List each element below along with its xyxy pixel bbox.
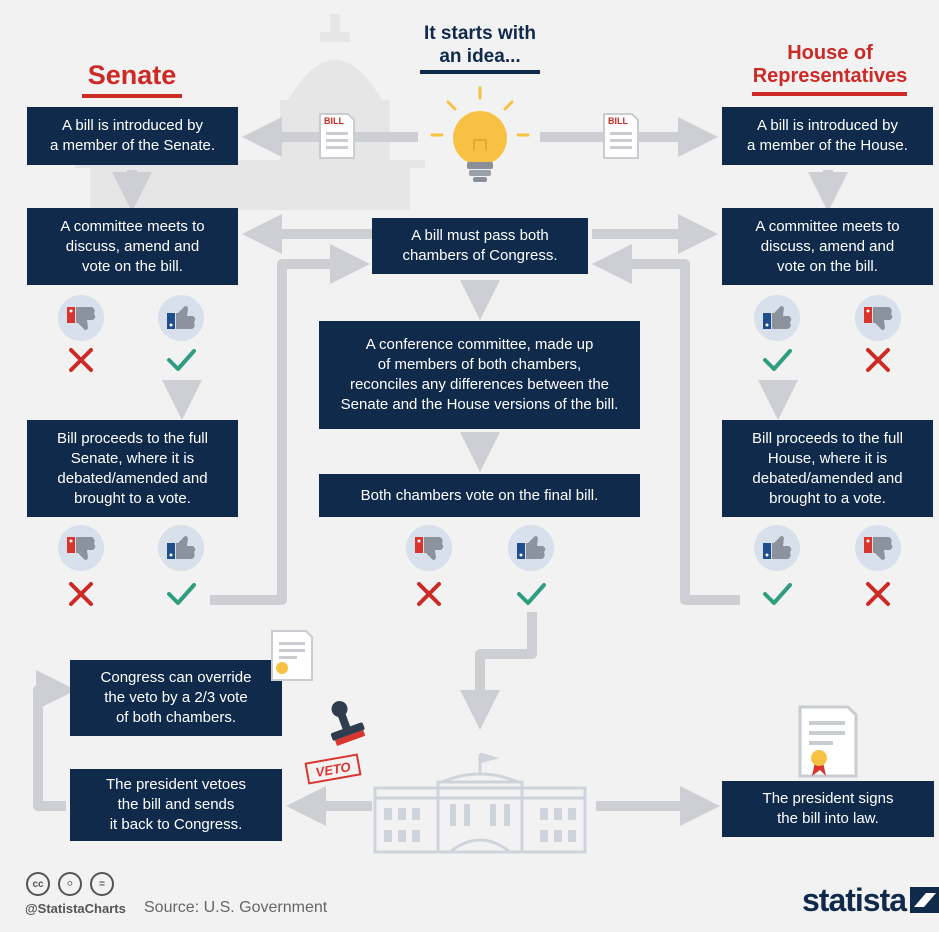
cc-icon: cc xyxy=(26,872,50,896)
bill-label: BILL xyxy=(324,116,344,126)
certificate-icon xyxy=(268,628,316,684)
thumbs-down-icon xyxy=(406,525,452,571)
thumbs-down-icon xyxy=(855,525,901,571)
bill-document-icon xyxy=(602,112,640,160)
house-heading: House of Representatives xyxy=(752,42,908,87)
white-house-icon xyxy=(372,746,588,864)
signs-box: The president signs the bill into law. xyxy=(722,781,934,837)
check-icon xyxy=(166,580,196,608)
senate-floor-box: Bill proceeds to the full Senate, where it is debated/amended and brought to a vote. xyxy=(27,420,238,517)
override-box: Congress can override the veto by a 2/3 vote of both chambers. xyxy=(70,660,282,736)
bill-document-icon xyxy=(318,112,356,160)
thumbs-down-icon xyxy=(58,525,104,571)
footer-handle: @StatistaCharts xyxy=(25,901,126,916)
thumbs-up-icon xyxy=(158,525,204,571)
veto-stamp-label: VETO xyxy=(314,758,352,780)
by-icon: ⚪ xyxy=(58,872,82,896)
veto-box: The president vetoes the bill and sends it back to Congress. xyxy=(70,769,282,841)
final-vote-box: Both chambers vote on the final bill. xyxy=(319,474,640,517)
senate-introduced-box: A bill is introduced by a member of the Senate. xyxy=(27,107,238,165)
statista-logo xyxy=(802,880,939,920)
statista-wordmark: statista xyxy=(802,881,907,918)
check-icon xyxy=(516,580,546,608)
cross-icon xyxy=(863,346,893,374)
thumbs-up-icon xyxy=(158,295,204,341)
thumbs-up-icon xyxy=(508,525,554,571)
thumbs-up-icon xyxy=(754,525,800,571)
bill-label: BILL xyxy=(608,116,628,126)
house-floor-box: Bill proceeds to the full House, where it is debated/amended and brought to a vote. xyxy=(722,420,933,517)
house-introduced-box: A bill is introduced by a member of the House. xyxy=(722,107,933,165)
thumbs-up-icon xyxy=(754,295,800,341)
thumbs-down-icon xyxy=(855,295,901,341)
conference-committee-box: A conference committee, made up of members of both chambers, reconciles any differences between the Senate and the House versions of the bill. xyxy=(319,321,640,429)
cross-icon xyxy=(66,346,96,374)
cross-icon xyxy=(414,580,444,608)
statista-mark-icon xyxy=(910,887,939,913)
thumbs-down-icon xyxy=(58,295,104,341)
nd-icon: = xyxy=(90,872,114,896)
house-committee-box: A committee meets to discuss, amend and vote on the bill. xyxy=(722,208,933,285)
check-icon xyxy=(762,346,792,374)
senate-heading: Senate xyxy=(87,60,177,90)
check-icon xyxy=(762,580,792,608)
check-icon xyxy=(166,346,196,374)
idea-heading: It starts with an idea... xyxy=(424,23,536,67)
footer-source: Source: U.S. Government xyxy=(144,899,328,916)
senate-committee-box: A committee meets to discuss, amend and vote on the bill. xyxy=(27,208,238,285)
cross-icon xyxy=(66,580,96,608)
stamp-icon xyxy=(320,698,370,750)
cross-icon xyxy=(863,580,893,608)
pass-both-box: A bill must pass both chambers of Congress. xyxy=(372,218,588,274)
certificate-icon xyxy=(796,704,860,780)
